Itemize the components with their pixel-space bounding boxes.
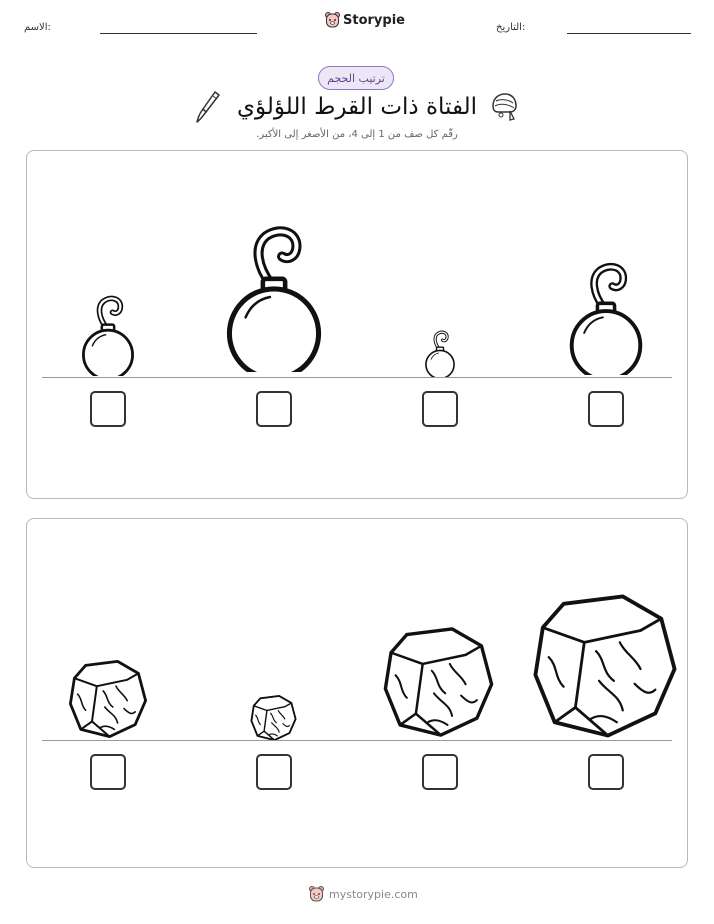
category-badge: ترتيب الحجم <box>318 66 394 90</box>
answer-box[interactable] <box>588 754 624 790</box>
footer-url[interactable]: mystorypie.com <box>329 888 418 901</box>
brand-name: Storypie <box>343 13 405 28</box>
pearl-earring-icon <box>424 327 456 377</box>
row-baseline <box>42 740 672 741</box>
pearl-earring-icon <box>80 290 136 376</box>
pearl-earring-icon <box>567 255 645 375</box>
date-label: التاريخ: <box>496 22 526 33</box>
rock-icon <box>531 590 679 742</box>
answer-box[interactable] <box>256 391 292 427</box>
answer-box[interactable] <box>90 391 126 427</box>
row-baseline <box>42 377 672 378</box>
page-title: الفتاة ذات القرط اللؤلؤي <box>236 94 478 120</box>
rock-icon <box>250 694 297 742</box>
bear-logo-icon <box>325 12 340 29</box>
answer-box[interactable] <box>256 754 292 790</box>
name-label: الاسم: <box>24 22 51 33</box>
pearl-earring-icon <box>223 216 325 372</box>
answer-box[interactable] <box>422 391 458 427</box>
bear-logo-icon <box>309 886 324 903</box>
rock-icon <box>382 624 495 740</box>
instructions: رقّم كل صف من 1 إلى 4، من الأصغر إلى الأكبر. <box>256 129 458 140</box>
answer-box[interactable] <box>422 754 458 790</box>
name-line[interactable] <box>100 33 257 34</box>
answer-box[interactable] <box>588 391 624 427</box>
footer <box>309 886 418 903</box>
turban-girl-icon <box>490 92 518 122</box>
date-line[interactable] <box>567 33 691 34</box>
rock-icon <box>68 658 148 740</box>
answer-box[interactable] <box>90 754 126 790</box>
brand-logo <box>325 12 405 29</box>
